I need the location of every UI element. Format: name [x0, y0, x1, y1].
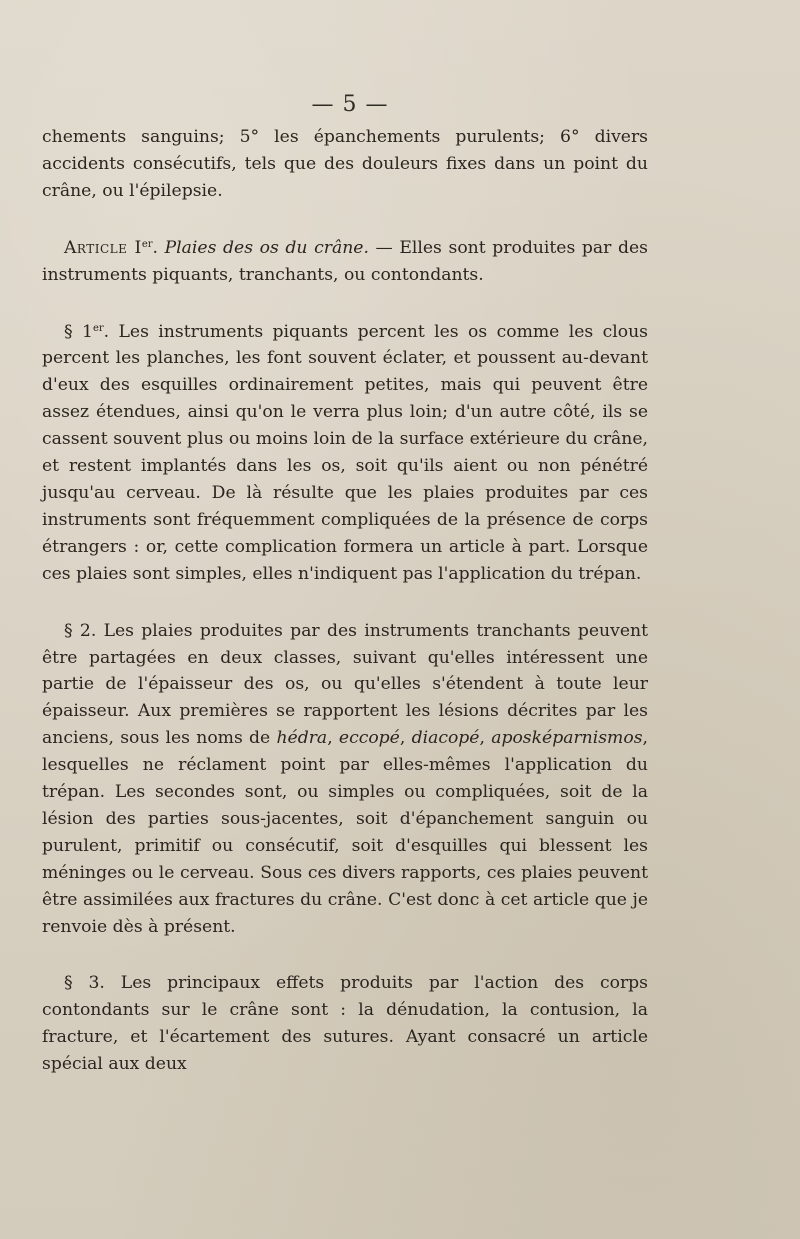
section-2-paragraph: § 2. Les plaies produites par des instruments tranchants peuvent être partagées en deux classes, suivant qu'elles intéressent une partie de l'épaisseur des os, ou qu'elles s'étendent à toute leur épaisseur. Aux premières se rapportent les lésions décrites par les anciens, sous les noms de hédra, eccopé, diacopé, aposképarnismos, lesquelles ne réclament point par elles-mêmes l'application du trépan. Les secondes sont, ou simples ou compliquées, soit de la lésion des parties sous-jacentes, soit d'épanchement sanguin ou purulent, primitif ou consécutif, soit d'esquilles qui blessent les méninges ou le cerveau. Sous ces divers rapports, ces plaies peuvent être assimilées aux fractures du crâne. C'est donc à cet article que je renvoie dès à présent. — [42, 620, 648, 937]
term: diacopé — [411, 728, 480, 749]
paragraph-text: Les plaies produites par des instruments tranchants peuvent être partagées en deux classes, suivant qu'elles intéressent une partie de l'épaisseur des os, ou qu'elles s'étendent à toute leur épaisseur. Aux premières se rapportent les lésions décrites par les anciens, sous les noms de — [42, 620, 648, 749]
paragraph-text: — Elles sont produites par des instruments piquants, tranchants, ou contondants. — [42, 237, 648, 285]
page-number: — 5 — — [311, 92, 389, 117]
article-heading: Article I — [64, 237, 142, 258]
paragraph-text: , lesquelles ne réclament point par elles-mêmes l'application du trépan. Les secondes sont, ou simples ou compliquées, soit de la lésion des parties sous-jacentes, soit d'épanchement sanguin ou purulent, primitif ou consécutif, soit d'esquilles qui blessent les méninges ou le cerveau. Sous ces divers rapports, ces plaies peuvent être assimilées aux fractures du crâne. C'est donc à cet article que je renvoie dès à présent. — [42, 728, 648, 937]
page-body — [42, 124, 648, 1078]
section-marker: § 1 — [64, 321, 93, 342]
paragraph-text: chements sanguins; 5° les épanchements purulents; 6° divers accidents consécutifs, tels que des douleurs fixes dans un point du crâne, ou l'épilepsie. — [42, 127, 648, 201]
term: hédra — [276, 728, 328, 749]
paragraph-text: . Les instruments piquants percent les os comme les clous percent les planches, les font souvent éclater, et poussent au-devant d'eux des esquilles ordinairement petites, mais qui peuvent être assez étendues, ainsi qu'on le verra plus loin; d'un autre côté, ils se cassent souvent plus ou moins loin de la surface extérieure du crâne, et restent implantés dans les os, soit qu'ils aient ou non pénétré jusqu'au cerveau. De là résulte que les plaies produites par ces instruments sont fréquemment compliquées de la présence de corps étrangers : or, cette complication formera un article à part. Lorsque ces plaies sont simples, elles n'indiquent pas l'application du trépan. — [42, 321, 648, 584]
term: aposképarnismos — [491, 728, 643, 749]
term: eccopé — [338, 728, 400, 749]
article-heading-dot: . — [152, 237, 165, 258]
article-heading-sup: er — [141, 238, 153, 250]
section-marker-sup: er — [92, 322, 104, 334]
paragraph-continuation — [42, 124, 648, 205]
article-title: Plaies des os du crâne. — [164, 237, 369, 258]
section-marker: § 3. — [64, 973, 105, 994]
section-1-paragraph — [42, 319, 648, 588]
section-marker: § 2. — [64, 620, 97, 641]
section-3-paragraph — [42, 970, 648, 1078]
article-heading-paragraph — [42, 235, 648, 289]
paragraph-text: Les principaux effets produits par l'action des corps contondants sur le crâne sont : la dénudation, la contusion, la fracture, et l'écartement des sutures. Ayant consacré un article spécial aux deux — [42, 973, 648, 1075]
